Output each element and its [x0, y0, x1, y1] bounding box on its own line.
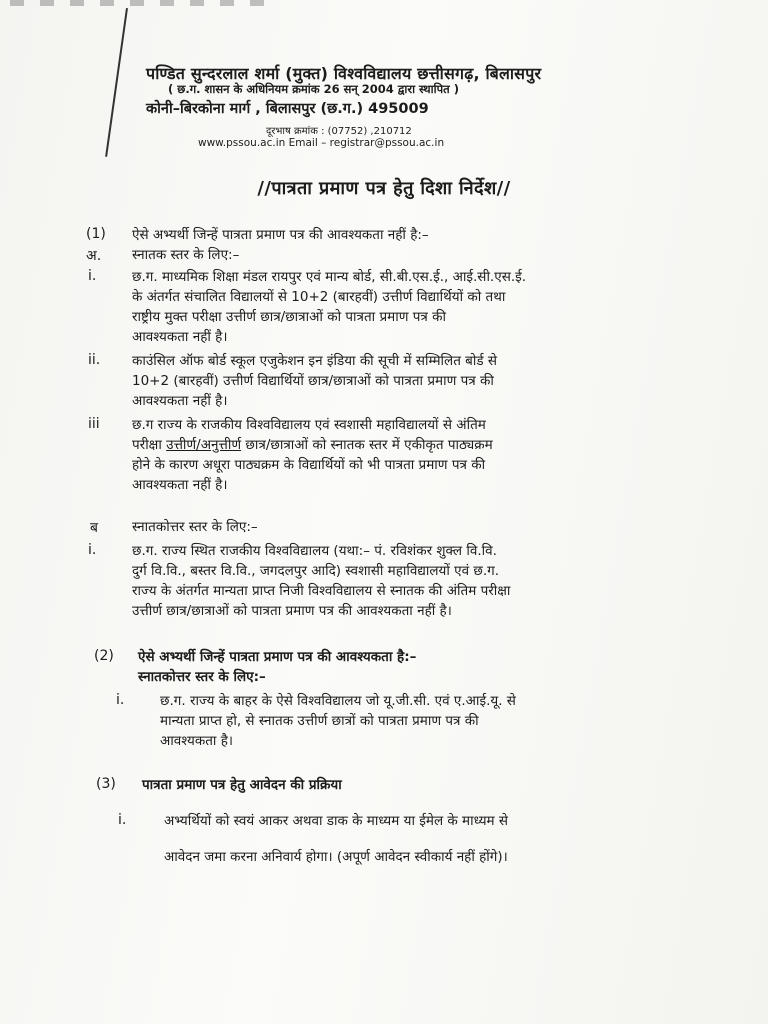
item-line: आवश्यकता है।	[160, 733, 234, 749]
sub-b-marker: ब	[90, 520, 98, 536]
item-marker: i.	[118, 812, 127, 828]
line-text: छात्र/छात्राओं को स्नातक स्तर में एकीकृत पाठ्यक्रम	[245, 437, 493, 453]
sub-b-heading: स्नातकोत्तर स्तर के लिए:–	[132, 519, 258, 535]
header-divider-line	[105, 8, 127, 157]
section-marker: (3)	[96, 776, 116, 792]
item-line: आवश्यकता नहीं है।	[132, 477, 228, 493]
item-line: राज्य के अंतर्गत मान्यता प्राप्त निजी विश्वविद्यालय से स्नातक की अंतिम परीक्षा	[132, 583, 511, 599]
section-subheading: स्नातकोत्तर स्तर के लिए:–	[138, 669, 266, 685]
item-line: होने के कारण अधूरा पाठ्यक्रम के विद्यार्थियों को भी पात्रता प्रमाण पत्र की	[132, 457, 486, 473]
scan-artifact	[10, 0, 280, 6]
item-line: राष्ट्रीय मुक्त परीक्षा उत्तीर्ण छात्र/छात्राओं को पात्रता प्रमाण पत्र की	[132, 309, 447, 325]
item-marker: i.	[116, 692, 125, 708]
item-line: उत्तीर्ण छात्र/छात्राओं को पात्रता प्रमाण पत्र की आवश्यकता नहीं है।	[132, 603, 452, 619]
item-line: आवश्यकता नहीं है।	[132, 393, 228, 409]
phone-number: दूरभाष क्रमांक : (07752) ,210712	[266, 126, 412, 137]
item-line: अभ्यर्थियों को स्वयं आकर अथवा डाक के माध्यम या ईमेल के माध्यम से	[164, 813, 509, 829]
item-marker: i.	[88, 268, 97, 284]
section-heading: ऐसे अभ्यर्थी जिन्हें पात्रता प्रमाण पत्र की आवश्यकता है:–	[138, 649, 417, 665]
item-line: 10+2 (बारहवीं) उत्तीर्ण विद्यार्थियों छात्र/छात्राओं को पात्रता प्रमाण पत्र की	[132, 373, 494, 389]
university-address: कोनी–बिरकोना मार्ग , बिलासपुर (छ.ग.) 495009	[146, 101, 429, 117]
item-line: छ.ग. माध्यमिक शिक्षा मंडल रायपुर एवं मान्य बोर्ड, सी.बी.एस.ई., आई.सी.एस.ई.	[132, 269, 527, 285]
underlined-text: उत्तीर्ण/अनुत्तीर्ण	[166, 437, 242, 453]
item-line: काउंसिल ऑफ बोर्ड स्कूल एजुकेशन इन इंडिया की सूची में सम्मिलित बोर्ड से	[132, 353, 498, 369]
item-marker: iii	[88, 416, 100, 432]
section-marker: (2)	[94, 648, 114, 664]
item-line: मान्यता प्राप्त हो, से स्नातक उत्तीर्ण छात्रों को पात्रता प्रमाण पत्र की	[160, 713, 479, 729]
section-heading: पात्रता प्रमाण पत्र हेतु आवेदन की प्रक्रिया	[142, 777, 342, 793]
sub-a-heading: स्नातक स्तर के लिए:–	[132, 247, 240, 263]
item-line: के अंतर्गत संचालित विद्यालयों से 10+2 (बारहवीं) उत्तीर्ण विद्यार्थियों को तथा	[132, 289, 506, 305]
section-heading: ऐसे अभ्यर्थी जिन्हें पात्रता प्रमाण पत्र की आवश्यकता नहीं है:–	[132, 227, 429, 243]
item-marker: ii.	[88, 352, 101, 368]
item-line: आवेदन जमा करना अनिवार्य होगा। (अपूर्ण आवेदन स्वीकार्य नहीं होंगे)।	[164, 849, 508, 865]
item-line: छ.ग. राज्य के बाहर के ऐसे विश्वविद्यालय जो यू.जी.सी. एवं ए.आई.यू. से	[160, 693, 516, 709]
section-marker: (1)	[86, 226, 106, 242]
item-line: दुर्ग वि.वि., बस्तर वि.वि., जगदलपुर आदि) स्वशासी महाविद्यालयों एवं छ.ग.	[132, 563, 500, 579]
university-name: पण्डित सुन्दरलाल शर्मा (मुक्त) विश्वविद्यालय छत्तीसगढ़, बिलासपुर	[146, 64, 542, 83]
item-line: छ.ग. राज्य स्थित राजकीय विश्वविद्यालय (यथा:– पं. रविशंकर शुक्ल वि.वि.	[132, 543, 497, 559]
item-line: आवश्यकता नहीं है।	[132, 329, 228, 345]
line-text: परीक्षा	[132, 437, 162, 453]
website-email: www.pssou.ac.in Email – registrar@pssou.ac.in	[198, 137, 445, 149]
sub-a-marker: अ.	[86, 248, 102, 264]
item-marker: i.	[88, 542, 97, 558]
item-line	[132, 436, 493, 454]
document-title: //पात्रता प्रमाण पत्र हेतु दिशा निर्देश//	[257, 178, 511, 199]
establishment-note: ( छ.ग. शासन के अधिनियम क्रमांक 26 सन् 2004 द्वारा स्थापित )	[168, 82, 459, 96]
item-line: छ.ग राज्य के राजकीय विश्वविद्यालय एवं स्वशासी महाविद्यालयों से अंतिम	[132, 417, 486, 433]
